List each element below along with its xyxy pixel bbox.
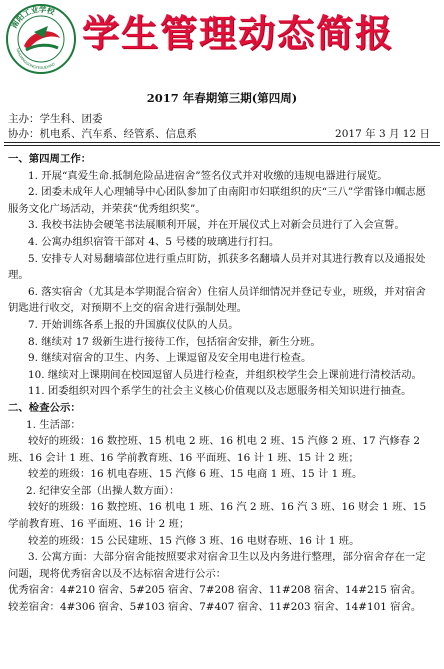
work-item: 6. 落实宿舍（尤其是本学期混合宿舍）住宿人员详细情况并登记专业，班级，并对宿舍钥匙进行收交，对预期不上交的宿舍进行强制处理。 bbox=[8, 285, 426, 315]
work-item: 11. 团委组织对四个系学生的社会主义核心价值观以及志愿服务相关知识进行抽查。 bbox=[28, 385, 412, 398]
banner-title: 学生管理动态简报 bbox=[82, 12, 394, 55]
section-heading-work: 一、第四周工作： bbox=[8, 153, 92, 165]
school-logo-icon bbox=[4, 2, 78, 76]
life-good-classes: 较好的班级：16 数控班、15 机电 2 班、16 机电 2 班、15 汽修 2 班、17 汽修春 2 班、16 会计 1 班、16 学前教育班、16 平面班、16 计 1 班、15 计 2 班； bbox=[8, 435, 420, 464]
discipline-good-classes: 较好的班级：16 数控班、16 机电 1 班、16 汽 2 班、16 汽 3 班、16 财会 1 班、15 学前教育班、16 平面班、16 计 2 班； bbox=[8, 501, 427, 531]
issue-date: 2017 年 3 月 12 日 bbox=[335, 128, 430, 140]
header bbox=[0, 0, 444, 80]
life-dept-heading: 1. 生活部： bbox=[26, 418, 81, 431]
work-item: 5. 安排专人对易翻墙部位进行重点盯防，抓获多名翻墙人员并对其进行教育以及通报处理。 bbox=[8, 252, 426, 282]
discipline-dept-heading: 2. 纪律安全部（出操人数方面）： bbox=[26, 484, 180, 497]
work-item: 3. 我校书法协会硬笔书法展顺利开展，并在开展仪式上对新会员进行了入会宣誓。 bbox=[28, 219, 405, 232]
issue-line: 2017 年春期第三期(第四周) bbox=[146, 91, 298, 105]
work-item: 4. 公寓办组织宿管干部对 4、5 号楼的玻璃进行打扫。 bbox=[28, 235, 280, 248]
divider-thin bbox=[4, 145, 440, 146]
bulletin-body bbox=[8, 151, 436, 616]
discipline-poor-classes: 较差的班级：15 公民建班、15 汽修 3 班、16 电财春班、16 计 1 班。 bbox=[28, 534, 360, 547]
work-item: 8. 继续对 17 级新生进行接待工作，包括宿舍安排，新生分班。 bbox=[28, 335, 321, 348]
work-item: 10. 继续对上课期间在校园逗留人员进行检查，并组织校学生会上课前进行清校活动。 bbox=[28, 368, 422, 381]
section-heading-check: 二、检查公示： bbox=[8, 401, 81, 414]
co-sponsor-line: 协办：机电系、汽车系、经管系、信息系 bbox=[8, 128, 197, 140]
svg-text:南阳工业学校 bbox=[9, 4, 57, 30]
work-item: 9. 继续对宿舍的卫生、内务、上课逗留及安全用电进行检查。 bbox=[28, 352, 312, 365]
work-item: 1. 开展“真爱生命.抵制危险品进宿舍”签名仪式并对收缴的违规电器进行展览。 bbox=[28, 169, 388, 182]
life-poor-classes: 较差的班级：16 机电春班、15 汽修 6 班、15 电商 1 班、15 计 1 班。 bbox=[28, 468, 363, 481]
divider-thick bbox=[4, 142, 440, 143]
dorm-poor: 较差宿舍：4#306 宿舍、5#103 宿舍、7#407 宿舍、11#203 宿舍、14#101 宿舍。 bbox=[8, 601, 422, 614]
work-item: 2. 团委未成年人心理辅导中心团队参加了由南阳市妇联组织的庆“三八”学雷锋巾帼志愿服务文化广场活动，并荣获“优秀组织奖”。 bbox=[8, 186, 426, 215]
sponsor-line: 主办：学生科、团委 bbox=[8, 113, 103, 125]
logo-text-top: 南阳工业学校 bbox=[9, 4, 56, 30]
logo-text-bottom: NANYANGGONGYEXUEXIAO bbox=[15, 47, 56, 71]
dorm-intro: 3. 公寓方面：大部分宿舍能按照要求对宿舍卫生以及内务进行整理，部分宿舍存在一定问题，现将优秀宿舍以及不达标宿舍进行公示： bbox=[8, 551, 426, 580]
work-item: 7. 开始训练各系上报的升国旗仪仗队的人员。 bbox=[28, 318, 239, 331]
dorm-excellent: 优秀宿舍：4#210 宿舍、5#205 宿舍、7#208 宿舍、11#208 宿舍、14#215 宿舍。 bbox=[8, 584, 422, 597]
